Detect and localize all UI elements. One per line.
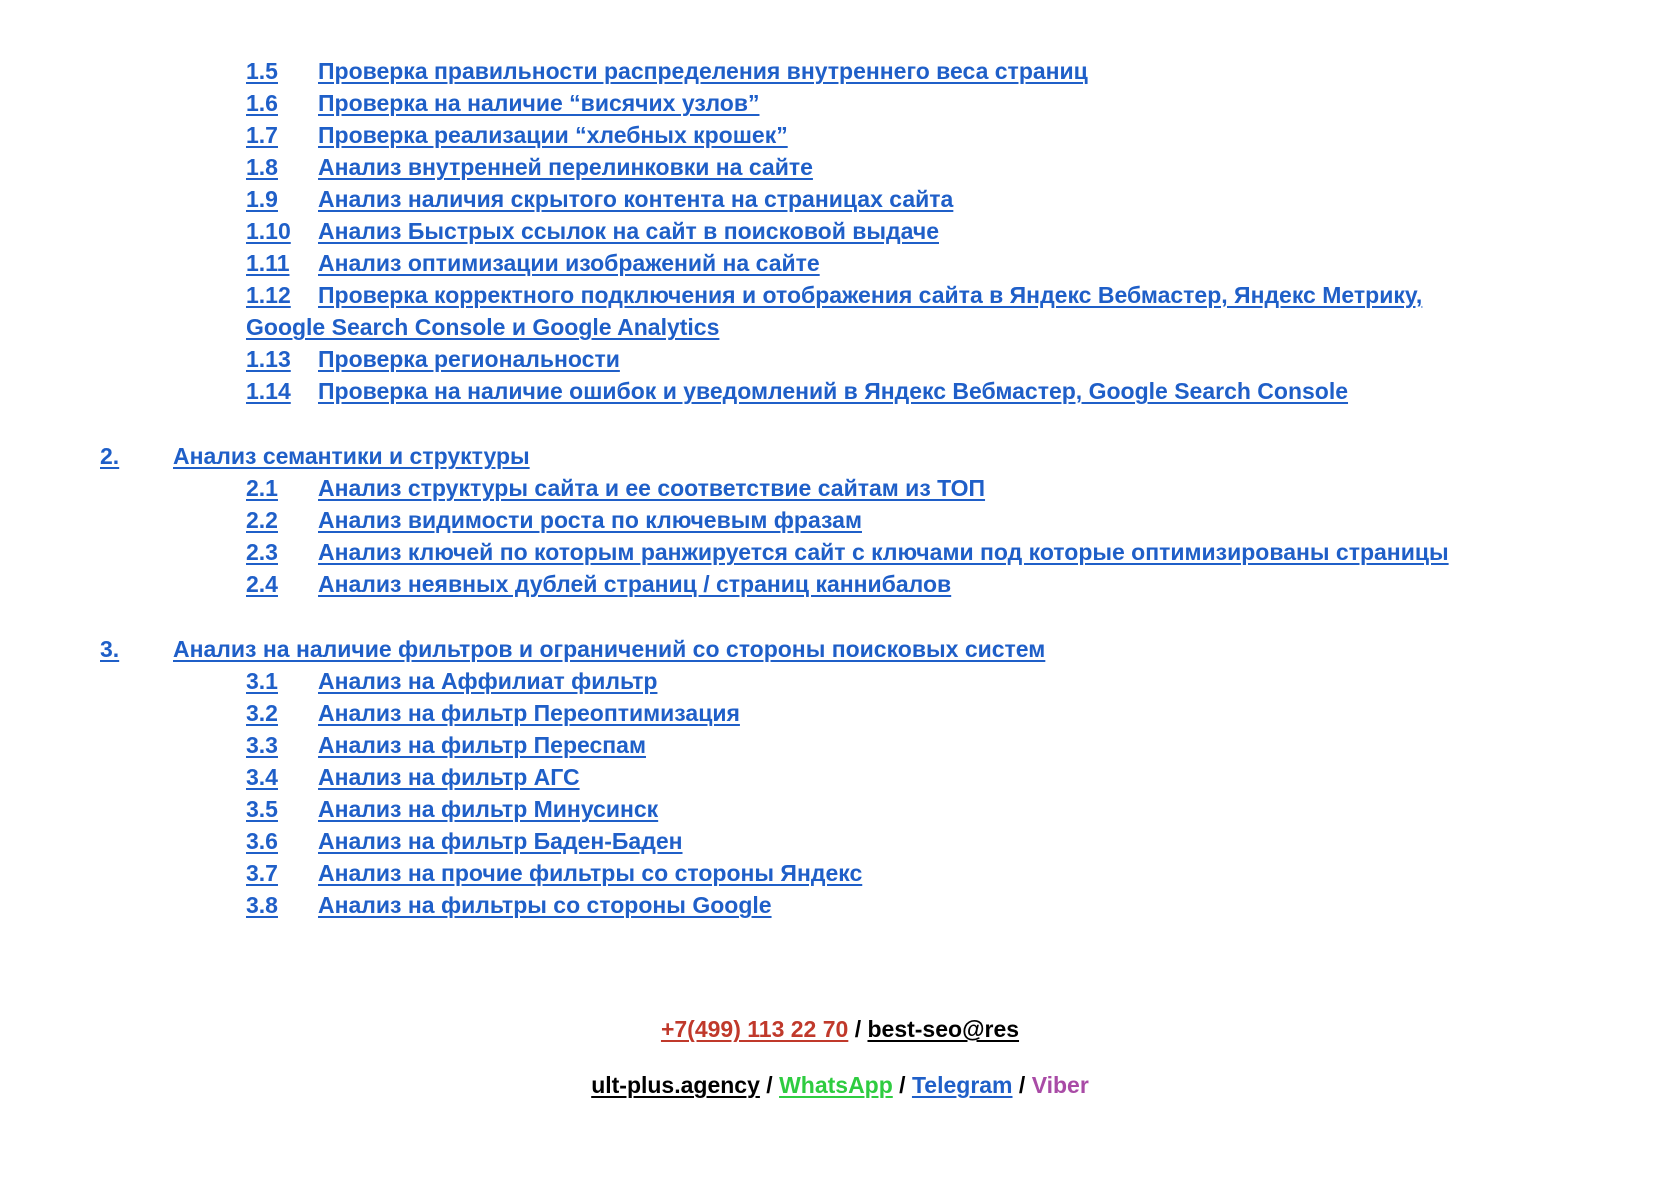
toc-title: Анализ на фильтры со стороны Google <box>318 892 772 918</box>
toc-link[interactable] <box>246 87 759 119</box>
toc-item-1-11[interactable] <box>0 247 1680 279</box>
toc-number: 3.3 <box>246 732 278 758</box>
toc-item-1-10[interactable] <box>0 215 1680 247</box>
toc-number: 1.10 <box>246 218 291 244</box>
toc-title: Проверка правильности распределения внутреннего веса страниц <box>318 58 1088 84</box>
toc-title: Анализ внутренней перелинковки на сайте <box>318 154 813 180</box>
toc-link[interactable] <box>100 633 1045 665</box>
toc-number: 3.1 <box>246 668 278 694</box>
toc-number: 3.8 <box>246 892 278 918</box>
toc-title: Анализ на фильтр АГС <box>318 764 580 790</box>
toc-title: Анализ на фильтр Минусинск <box>318 796 659 822</box>
toc-item-1-12-continuation[interactable] <box>0 311 1680 343</box>
separator: / <box>766 1072 773 1098</box>
toc-item-1-9[interactable] <box>0 183 1680 215</box>
toc-link[interactable] <box>246 729 646 761</box>
separator: / <box>1018 1072 1026 1098</box>
phone-link[interactable]: +7(499) 113 22 70 <box>660 1016 849 1042</box>
toc-link[interactable] <box>246 279 1422 311</box>
toc-link[interactable] <box>246 889 772 921</box>
toc-number: 1.14 <box>246 378 291 404</box>
toc-title: Анализ на прочие фильтры со стороны Яндекс <box>318 860 863 886</box>
toc-link[interactable] <box>246 536 1449 568</box>
toc-number: 3.5 <box>246 796 278 822</box>
toc-title: Проверка региональности <box>318 346 620 372</box>
toc-number: 2.1 <box>246 475 278 501</box>
toc-title: Проверка корректного подключения и отображения сайта в Яндекс Вебмастер, Яндекс Метрику, <box>318 282 1423 308</box>
toc-link[interactable] <box>246 343 620 375</box>
toc-item-2-3[interactable] <box>0 536 1680 568</box>
toc-number: 3.4 <box>246 764 278 790</box>
toc-link[interactable] <box>246 568 951 600</box>
toc-link[interactable] <box>246 857 862 889</box>
email-link[interactable]: best-seo@res <box>867 1016 1020 1042</box>
toc-item-2-1[interactable] <box>0 472 1680 504</box>
toc-number: 3.7 <box>246 860 278 886</box>
toc-title: Анализ неявных дублей страниц / страниц каннибалов <box>318 571 952 597</box>
toc-link[interactable] <box>100 440 530 472</box>
toc-title: Проверка реализации “хлебных крошек” <box>318 122 788 148</box>
toc-number: 2. <box>100 443 120 469</box>
toc-title: Проверка на наличие “висячих узлов” <box>318 90 760 116</box>
email-link-continuation[interactable]: ult-plus.agency <box>591 1072 760 1098</box>
toc-title: Анализ ключей по которым ранжируется сайт с ключами под которые оптимизированы страницы <box>318 539 1449 565</box>
toc-number: 2.4 <box>246 571 278 597</box>
toc-section-2[interactable] <box>0 440 1680 472</box>
separator: / <box>899 1072 906 1098</box>
contact-line-1 <box>0 1016 1680 1043</box>
toc-title: Анализ на фильтр Переспам <box>318 732 646 758</box>
toc-title: Проверка на наличие ошибок и уведомлений в Яндекс Вебмастер, Google Search Console <box>318 378 1349 404</box>
toc-number: 3.6 <box>246 828 278 854</box>
toc-number: 1.8 <box>246 154 278 180</box>
toc-link[interactable] <box>246 55 1088 87</box>
toc-number: 3. <box>100 636 120 662</box>
toc-link[interactable] <box>246 151 813 183</box>
toc-link[interactable] <box>246 504 862 536</box>
toc-title: Анализ Быстрых ссылок на сайт в поисковой выдаче <box>318 218 939 244</box>
toc-link[interactable] <box>246 215 939 247</box>
toc-title: Анализ видимости роста по ключевым фразам <box>318 507 862 533</box>
toc-item-3-1[interactable] <box>0 665 1680 697</box>
toc-item-3-4[interactable] <box>0 761 1680 793</box>
toc-number: 1.13 <box>246 346 291 372</box>
toc-link[interactable] <box>246 825 683 857</box>
toc-title: Анализ на наличие фильтров и ограничений со стороны поисковых систем <box>173 636 1046 662</box>
toc-link[interactable] <box>246 119 788 151</box>
toc-item-3-8[interactable] <box>0 889 1680 921</box>
toc-section-3[interactable] <box>0 633 1680 665</box>
toc-link[interactable] <box>246 375 1348 407</box>
toc-number: 1.5 <box>246 58 278 84</box>
toc-link[interactable] <box>246 793 658 825</box>
toc-item-1-13[interactable] <box>0 343 1680 375</box>
toc-item-3-6[interactable] <box>0 825 1680 857</box>
toc-item-1-7[interactable] <box>0 119 1680 151</box>
toc-link[interactable] <box>246 247 820 279</box>
toc-item-3-2[interactable] <box>0 697 1680 729</box>
toc-title: Анализ семантики и структуры <box>173 443 530 469</box>
toc-link[interactable] <box>246 311 719 343</box>
toc-link[interactable] <box>246 665 657 697</box>
toc-link[interactable] <box>246 761 580 793</box>
toc-number: 2.3 <box>246 539 278 565</box>
toc-link[interactable] <box>246 697 740 729</box>
toc-number: 1.7 <box>246 122 278 148</box>
toc-item-2-2[interactable] <box>0 504 1680 536</box>
toc-title: Анализ наличия скрытого контента на страницах сайта <box>318 186 954 212</box>
toc-item-1-14[interactable] <box>0 375 1680 407</box>
toc-item-2-4[interactable] <box>0 568 1680 600</box>
telegram-link[interactable]: Telegram <box>911 1072 1013 1098</box>
toc-item-1-8[interactable] <box>0 151 1680 183</box>
toc-number: 1.12 <box>246 282 291 308</box>
toc-item-1-12[interactable] <box>0 279 1680 311</box>
toc-title: Анализ на Аффилиат фильтр <box>318 668 658 694</box>
toc-number: 3.2 <box>246 700 278 726</box>
section-spacer <box>0 407 1680 440</box>
table-of-contents <box>0 55 1680 921</box>
toc-item-3-7[interactable] <box>0 857 1680 889</box>
toc-title: Анализ оптимизации изображений на сайте <box>318 250 820 276</box>
toc-item-3-3[interactable] <box>0 729 1680 761</box>
toc-item-1-6[interactable] <box>0 87 1680 119</box>
toc-title: Анализ на фильтр Баден-Баден <box>318 828 683 854</box>
toc-title-continuation: Google Search Console и Google Analytics <box>246 314 720 340</box>
separator: / <box>854 1016 862 1042</box>
toc-number: 1.9 <box>246 186 278 212</box>
toc-title: Анализ на фильтр Переоптимизация <box>318 700 740 726</box>
toc-number: 2.2 <box>246 507 278 533</box>
contact-line-2 <box>0 1072 1680 1099</box>
viber-text: Viber <box>1031 1072 1089 1098</box>
toc-number: 1.11 <box>246 250 290 276</box>
toc-item-1-5[interactable] <box>0 55 1680 87</box>
toc-item-3-5[interactable] <box>0 793 1680 825</box>
section-spacer <box>0 600 1680 633</box>
toc-number: 1.6 <box>246 90 278 116</box>
toc-link[interactable] <box>246 472 985 504</box>
toc-link[interactable] <box>246 183 953 215</box>
toc-title: Анализ структуры сайта и ее соответствие сайтам из ТОП <box>318 475 986 501</box>
whatsapp-link[interactable]: WhatsApp <box>779 1072 893 1098</box>
